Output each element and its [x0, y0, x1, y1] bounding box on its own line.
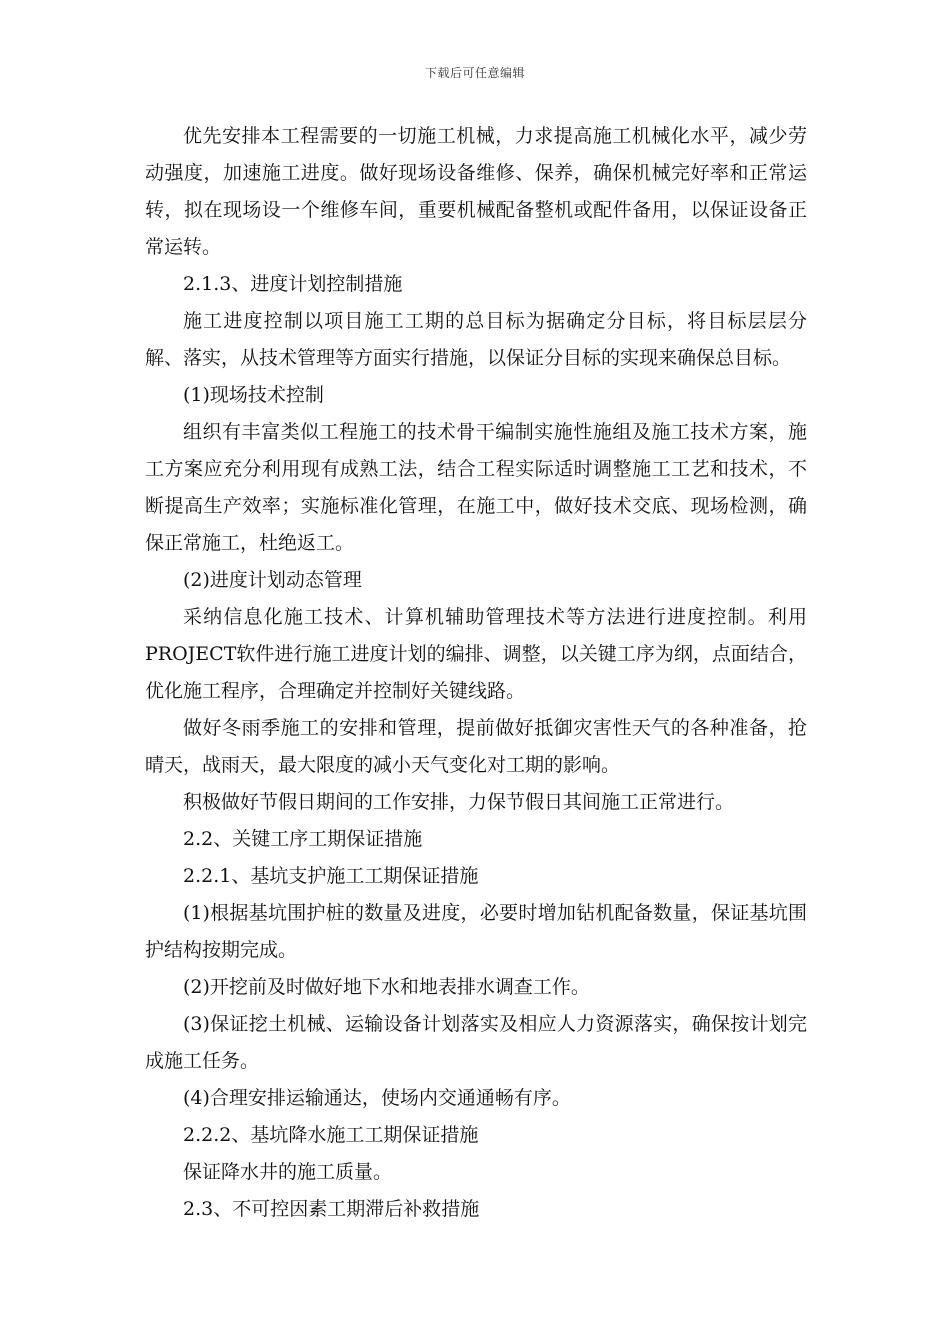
- list-item-3: (3)保证挖土机械、运输设备计划落实及相应人力资源落实，确保按计划完成施工任务。: [145, 1013, 807, 1072]
- paragraph-project-software: 采纳信息化施工技术、计算机辅助管理技术等方法进行进度控制。利用PROJECT软件进行施工进度计划的编排、调整，以关键工序为纲，点面结合，优化施工程序，合理确定并控制好关键线路。: [145, 606, 807, 702]
- paragraph-holidays: 积极做好节假日期间的工作安排，力保节假日其间施工正常进行。: [183, 791, 735, 813]
- list-item-1: (1)根据基坑围护桩的数量及进度，必要时增加钻机配备数量，保证基坑围护结构按期完成。: [145, 902, 807, 961]
- heading-2-1-3: 2.1.3、进度计划控制措施: [183, 273, 403, 295]
- paragraph-winter-rain: 做好冬雨季施工的安排和管理，提前做好抵御灾害性天气的各种准备，抢晴天，战雨天，最大限度的减小天气变化对工期的影响。: [145, 717, 807, 776]
- heading-2-2-1: 2.2.1、基坑支护施工工期保证措施: [183, 865, 479, 887]
- paragraph-machinery: 优先安排本工程需要的一切施工机械，力求提高施工机械化水平，减少劳动强度，加速施工进度。做好现场设备维修、保养，确保机械完好率和正常运转，拟在现场设一个维修车间，重要机械配备整机或配件备用，以保证设备正常运转。: [145, 125, 807, 258]
- paragraph-progress-control: 施工进度控制以项目施工工期的总目标为据确定分目标，将目标层层分解、落实，从技术管理等方面实行措施，以保证分目标的实现来确保总目标。: [145, 310, 807, 369]
- heading-2-2-2: 2.2.2、基坑降水施工工期保证措施: [183, 1124, 479, 1146]
- paragraph-tech-control: 组织有丰富类似工程施工的技术骨干编制实施性施组及施工技术方案，施工方案应充分利用现有成熟工法，结合工程实际适时调整施工工艺和技术，不断提高生产效率；实施标准化管理，在施工中，做好技术交底、现场检测，确保正常施工，杜绝返工。: [145, 421, 807, 554]
- list-item-4: (4)合理安排运输通达，使场内交通通畅有序。: [183, 1087, 571, 1109]
- subheading-dynamic-management: (2)进度计划动态管理: [183, 569, 362, 591]
- paragraph-well-quality: 保证降水井的施工质量。: [183, 1161, 393, 1183]
- heading-2-2: 2.2、关键工序工期保证措施: [183, 828, 423, 850]
- list-item-2: (2)开挖前及时做好地下水和地表排水调查工作。: [183, 976, 590, 998]
- page-header: 下载后可任意编辑: [424, 66, 525, 80]
- subheading-site-tech-control: (1)现场技术控制: [183, 384, 324, 406]
- document-body: [145, 118, 807, 1228]
- heading-2-3: 2.3、不可控因素工期滞后补救措施: [183, 1198, 480, 1220]
